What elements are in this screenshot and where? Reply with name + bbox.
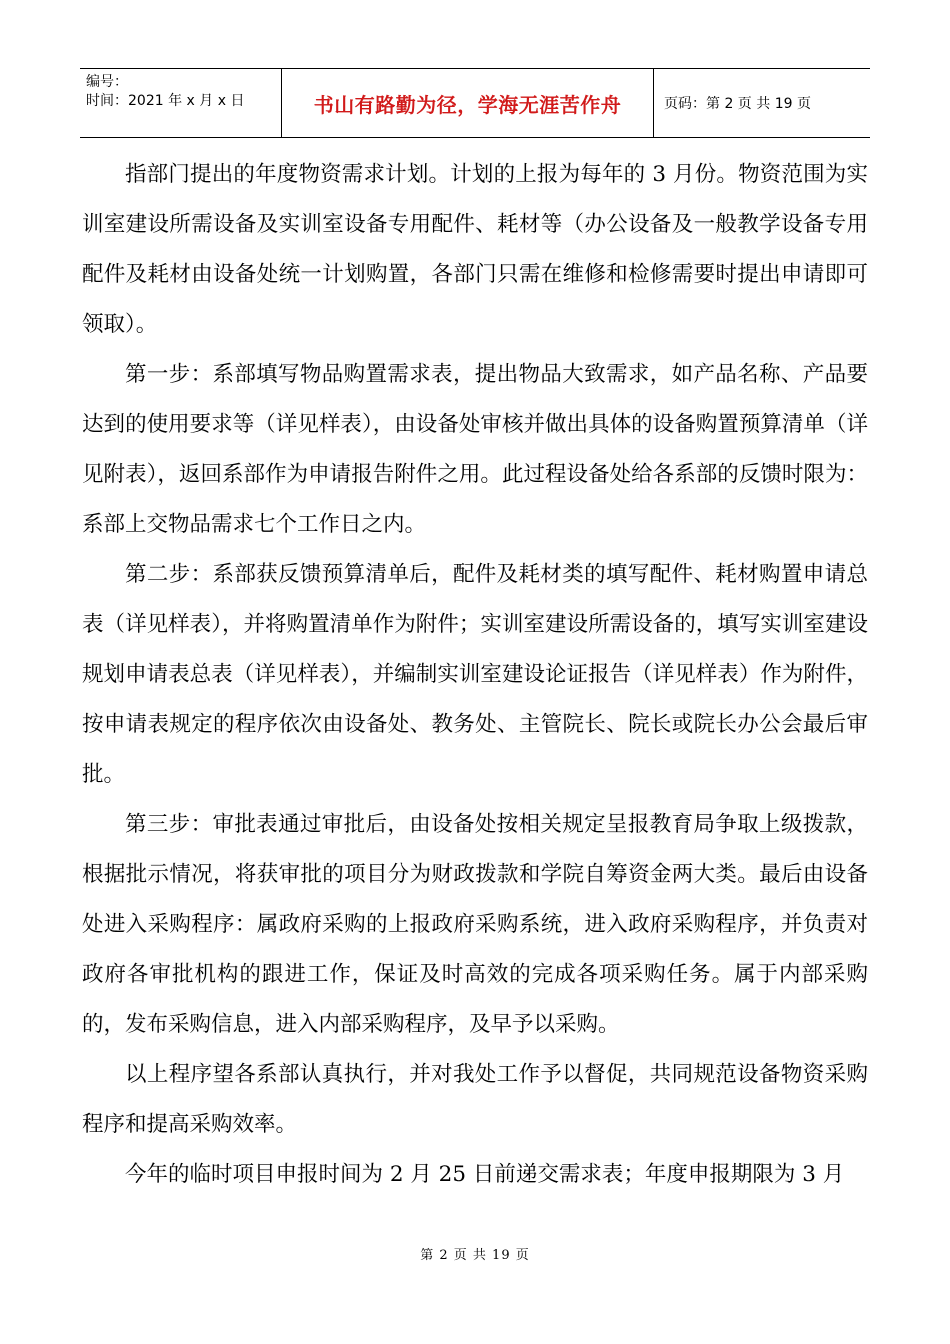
document-header	[80, 68, 870, 138]
header-page-info: 页码：第 2 页 共 19 页	[664, 96, 811, 112]
paragraph-4: 第三步：审批表通过审批后，由设备处按相关规定呈报教育局争取上级拨款，根据批示情况，将获审批的项目分为财政拨款和学院自筹资金两大类。最后由设备处进入采购程序：属政府采购的上报政府采购系统，进入政府采购程序，并负责对政府各审批机构的跟进工作，保证及时高效的完成各项采购任务。属于内部采购的，发布采购信息，进入内部采购程序，及早予以采购。	[82, 812, 868, 1037]
header-meta-cell	[80, 69, 282, 137]
time-label: 时间：2021 年 x 月 x 日	[86, 93, 245, 109]
header-motto: 书山有路勤为径，学海无涯苦作舟	[282, 69, 654, 137]
document-body	[82, 150, 868, 1200]
paragraph-1: 指部门提出的年度物资需求计划。计划的上报为每年的 3 月份。物资范围为实训室建设所需设备及实训室设备专用配件、耗材等（办公设备及一般教学设备专用配件及耗材由设备处统一计划购置，各部门只需在维修和检修需要时提出申请即可领取）。	[82, 162, 868, 337]
page-footer: 第 2 页 共 19 页	[420, 1248, 530, 1263]
paragraph-3: 第二步：系部获反馈预算清单后，配件及耗材类的填写配件、耗材购置申请总表（详见样表），并将购置清单作为附件；实训室建设所需设备的，填写实训室建设规划申请表总表（详见样表），并编制实训室建设论证报告（详见样表）作为附件，按申请表规定的程序依次由设备处、教务处、主管院长、院长或院长办公会最后审批。	[82, 562, 868, 787]
paragraph-5: 以上程序望各系部认真执行，并对我处工作予以督促，共同规范设备物资采购程序和提高采购效率。	[82, 1062, 868, 1137]
paragraph-6: 今年的临时项目申报时间为 2 月 25 日前递交需求表；年度申报期限为 3 月	[125, 1162, 845, 1187]
number-label: 编号：	[86, 74, 128, 90]
paragraph-2: 第一步：系部填写物品购置需求表，提出物品大致需求，如产品名称、产品要达到的使用要求等（详见样表），由设备处审核并做出具体的设备购置预算清单（详见附表），返回系部作为申请报告附件之用。此过程设备处给各系部的反馈时限为：系部上交物品需求七个工作日之内。	[82, 362, 868, 537]
